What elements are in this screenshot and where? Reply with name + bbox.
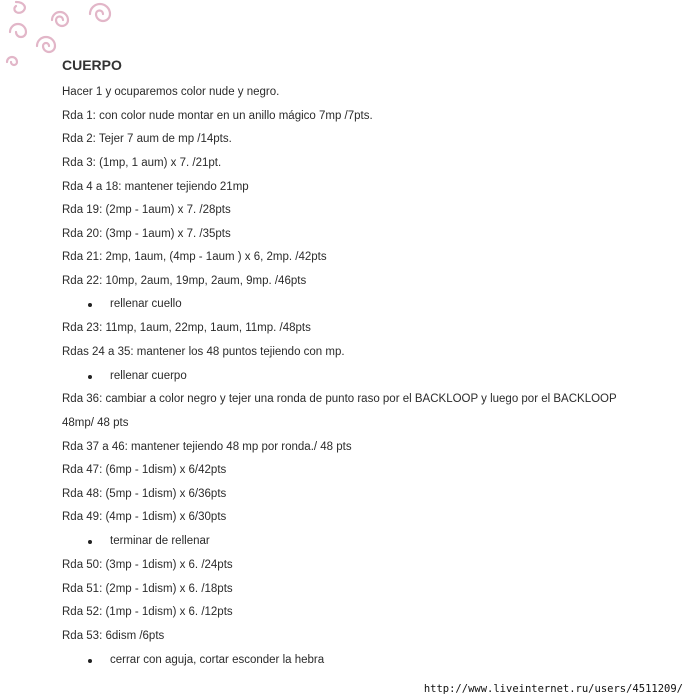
round-line: Rda 19: (2mp - 1aum) x 7. /28pts	[62, 204, 231, 216]
round-line: Rda 3: (1mp, 1 aum) x 7. /21pt.	[62, 157, 222, 169]
bullet-icon	[88, 540, 92, 544]
round-line: Rda 23: 11mp, 1aum, 22mp, 1aum, 11mp. /48pts	[62, 322, 311, 334]
page-title: CUERPO	[62, 57, 122, 73]
bullet-item: cerrar con aguja, cortar esconder la hebra	[110, 654, 325, 666]
round-line: Rda 21: 2mp, 1aum, (4mp - 1aum ) x 6, 2mp. /42pts	[62, 251, 327, 263]
bullet-item: terminar de rellenar	[110, 535, 210, 547]
round-line: Rda 20: (3mp - 1aum) x 7. /35pts	[62, 228, 231, 240]
bullet-item: rellenar cuerpo	[110, 370, 187, 382]
bullet-icon	[88, 375, 92, 379]
bullet-icon	[88, 659, 92, 663]
round-line: Rda 22: 10mp, 2aum, 19mp, 2aum, 9mp. /46pts	[62, 275, 307, 287]
round-line: Rdas 24 a 35: mantener los 48 puntos tejiendo con mp.	[62, 346, 345, 358]
round-line: Rda 53: 6dism /6pts	[62, 630, 165, 642]
round-line: Rda 47: (6mp - 1dism) x 6/42pts	[62, 464, 227, 476]
bullet-icon	[88, 303, 92, 307]
round-line: Rda 52: (1mp - 1dism) x 6. /12pts	[62, 606, 233, 618]
round-line: Rda 36: cambiar a color negro y tejer una ronda de punto raso por el BACKLOOP y luego por el BACKLOOP	[62, 393, 617, 405]
round-line: Rda 50: (3mp - 1dism) x 6. /24pts	[62, 559, 233, 571]
round-line: Rda 37 a 46: mantener tejiendo 48 mp por ronda./ 48 pts	[62, 441, 352, 453]
round-line: Rda 49: (4mp - 1dism) x 6/30pts	[62, 511, 227, 523]
bullet-item: rellenar cuello	[110, 298, 182, 310]
intro-text: Hacer 1 y ocuparemos color nude y negro.	[62, 86, 280, 98]
round-line: Rda 48: (5mp - 1dism) x 6/36pts	[62, 488, 227, 500]
round-line: Rda 2: Tejer 7 aum de mp /14pts.	[62, 133, 232, 145]
source-url: http://www.liveinternet.ru/users/4511209/	[423, 683, 683, 695]
round-line: Rda 1: con color nude montar en un anillo mágico 7mp /7pts.	[62, 110, 373, 122]
round-line: Rda 4 a 18: mantener tejiendo 21mp	[62, 181, 249, 193]
round-line: Rda 51: (2mp - 1dism) x 6. /18pts	[62, 583, 233, 595]
round-line-continued: 48mp/ 48 pts	[62, 417, 129, 429]
